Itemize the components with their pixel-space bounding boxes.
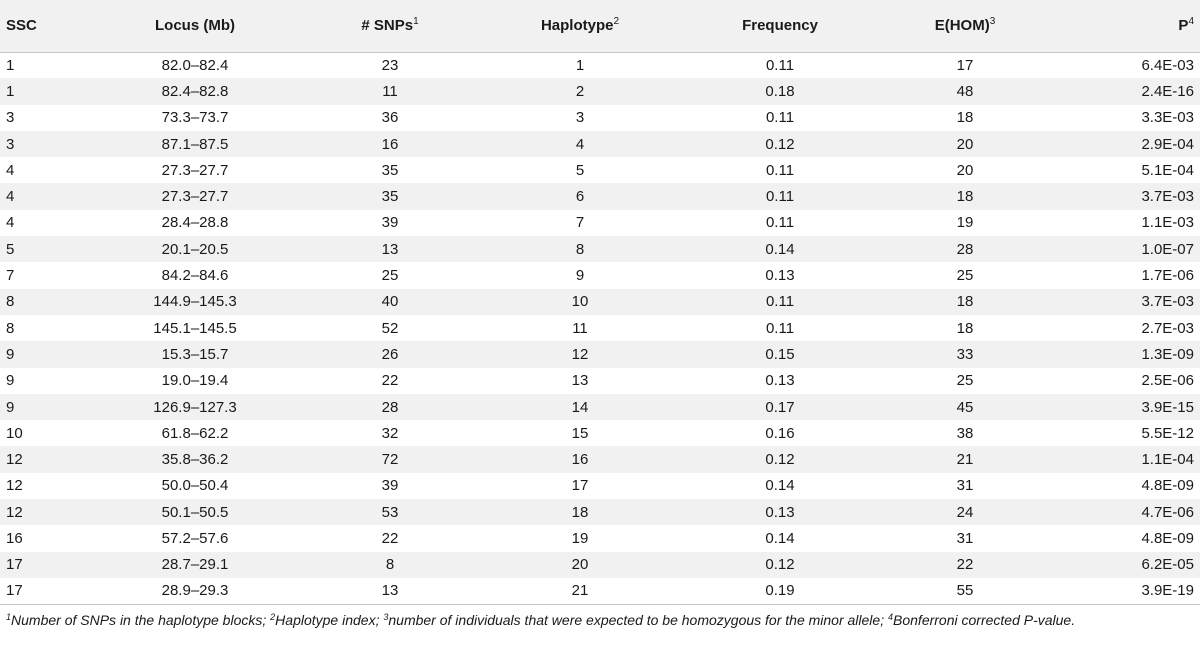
header-snps: # SNPs$^1$: [300, 0, 480, 52]
cell-snps: 40: [381, 293, 399, 311]
table-row: [0, 236, 1200, 262]
header-haplotype: Haplotype$^2$: [480, 0, 680, 52]
cell-locus: 87.1–87.5: [161, 135, 229, 153]
cell-ssc: 1: [6, 82, 15, 100]
cell-frequency: 0.15: [765, 345, 795, 363]
cell-frequency: 0.18: [765, 82, 795, 100]
cell-p: 3.7E-03: [1141, 188, 1194, 206]
cell-frequency: 0.19: [680, 578, 880, 604]
cell-frequency: 0.11: [765, 109, 795, 127]
cell-ssc: 17: [0, 578, 90, 604]
cell-haplotype: 15: [571, 424, 589, 442]
footnote-text-3: number of individuals that were expected to be homozygous for the minor allele;: [388, 611, 888, 628]
cell-frequency: 0.11: [765, 188, 795, 206]
cell-ehom: 31: [956, 529, 974, 547]
cell-haplotype: 7: [575, 214, 585, 232]
cell-ehom: 18: [956, 293, 974, 311]
cell-haplotype: 8: [575, 240, 585, 258]
table-footnote: [0, 605, 1200, 630]
cell-snps: 52: [381, 319, 399, 337]
table-row: [0, 289, 1200, 315]
cell-ehom: 28: [956, 240, 974, 258]
cell-frequency: 0.11: [765, 214, 795, 232]
cell-haplotype: 3: [575, 109, 585, 127]
table-row: [0, 499, 1200, 525]
cell-p: 6.2E-05: [1141, 556, 1194, 574]
cell-p: 1.1E-03: [1141, 214, 1194, 232]
table-row: [0, 105, 1200, 131]
cell-haplotype: 4: [575, 135, 585, 153]
footnote-text-2: Haplotype index;: [275, 611, 384, 628]
footnote-mark-1: 1: [6, 611, 12, 622]
cell-locus: 28.7–29.1: [161, 556, 229, 574]
table-row: [0, 420, 1200, 446]
cell-frequency: 0.13: [765, 503, 795, 521]
cell-frequency: 0.12: [765, 556, 795, 574]
cell-p: 4.7E-06: [1141, 503, 1194, 521]
cell-haplotype: 19: [571, 529, 589, 547]
cell-haplotype: 20: [571, 556, 589, 574]
header-ehom: E(HOM)$^3$: [880, 0, 1050, 52]
cell-ssc: 3: [6, 109, 15, 127]
cell-ssc: 4: [6, 161, 15, 179]
cell-snps: 35: [381, 188, 399, 206]
cell-locus: 50.0–50.4: [161, 477, 229, 495]
cell-p: 3.9E-15: [1141, 398, 1194, 416]
cell-frequency: 0.14: [765, 240, 795, 258]
cell-frequency: 0.12: [765, 135, 795, 153]
footnote-text-4: Bonferroni corrected P-value.: [893, 611, 1076, 628]
cell-locus: 50.1–50.5: [161, 503, 229, 521]
cell-locus: 84.2–84.6: [161, 267, 229, 285]
cell-ssc: 4: [6, 188, 15, 206]
header-frequency: Frequency: [680, 0, 880, 52]
table-row: [0, 525, 1200, 551]
cell-ssc: 5: [6, 240, 15, 258]
table-row: [0, 210, 1200, 236]
cell-p: 6.4E-03: [1141, 56, 1194, 74]
cell-haplotype: 2: [575, 82, 585, 100]
cell-haplotype: 1: [575, 56, 585, 74]
cell-snps: 35: [381, 161, 399, 179]
cell-ehom: 25: [956, 267, 974, 285]
cell-frequency: 0.13: [765, 267, 795, 285]
table-body: [0, 52, 1200, 604]
cell-ssc: 12: [6, 451, 23, 469]
cell-haplotype: 11: [572, 319, 588, 337]
table-row: [0, 446, 1200, 472]
cell-p: 1.3E-09: [1141, 345, 1194, 363]
cell-locus: 28.9–29.3: [90, 578, 300, 604]
cell-p: 2.5E-06: [1141, 372, 1194, 390]
footnote-text-1: Number of SNPs in the haplotype blocks;: [11, 611, 271, 628]
cell-p: 1.7E-06: [1141, 267, 1194, 285]
cell-ssc: 1: [6, 56, 15, 74]
cell-p: 2.7E-03: [1141, 319, 1194, 337]
cell-ehom: 25: [956, 372, 974, 390]
cell-ssc: 9: [6, 372, 15, 390]
cell-frequency: 0.11: [765, 293, 795, 311]
cell-ehom: 18: [956, 109, 974, 127]
cell-haplotype: 16: [571, 451, 589, 469]
cell-ehom: 31: [956, 477, 974, 495]
cell-frequency: 0.11: [765, 56, 795, 74]
cell-ehom: 21: [956, 451, 974, 469]
table-row: [0, 552, 1200, 578]
cell-ssc: 9: [6, 345, 15, 363]
cell-snps: 36: [381, 109, 399, 127]
cell-ehom: 24: [956, 503, 974, 521]
cell-locus: 126.9–127.3: [153, 398, 237, 416]
footnote-ref-4: 4: [1188, 16, 1194, 28]
cell-ehom: 55: [880, 578, 1050, 604]
cell-p: 3.7E-03: [1141, 293, 1194, 311]
cell-snps: 39: [381, 214, 399, 232]
cell-ssc: 4: [6, 214, 15, 232]
cell-p: 2.4E-16: [1141, 82, 1194, 100]
header-row: [0, 0, 1200, 52]
cell-frequency: 0.16: [765, 424, 795, 442]
cell-ehom: 38: [956, 424, 974, 442]
cell-ssc: 9: [6, 398, 15, 416]
cell-snps: 13: [381, 240, 399, 258]
cell-snps: 13: [300, 578, 480, 604]
cell-ehom: 22: [956, 556, 974, 574]
cell-frequency: 0.14: [765, 529, 795, 547]
cell-ssc: 12: [6, 477, 23, 495]
cell-haplotype: 17: [571, 477, 589, 495]
cell-p: 2.9E-04: [1141, 135, 1194, 153]
cell-ehom: 20: [956, 135, 974, 153]
cell-snps: 28: [381, 398, 399, 416]
cell-snps: 25: [381, 267, 399, 285]
table-row: [0, 262, 1200, 288]
cell-haplotype: 10: [571, 293, 589, 311]
cell-frequency: 0.12: [765, 451, 795, 469]
cell-haplotype: 5: [575, 161, 585, 179]
cell-locus: 61.8–62.2: [161, 424, 229, 442]
cell-locus: 35.8–36.2: [161, 451, 229, 469]
cell-p: 4.8E-09: [1141, 529, 1194, 547]
cell-p: 4.8E-09: [1141, 477, 1194, 495]
cell-ehom: 19: [956, 214, 974, 232]
cell-ssc: 10: [6, 424, 23, 442]
cell-locus: 73.3–73.7: [161, 109, 229, 127]
cell-ssc: 12: [6, 503, 23, 521]
table-row: [0, 78, 1200, 104]
cell-p: 1.1E-04: [1141, 451, 1194, 469]
cell-ssc: 3: [6, 135, 15, 153]
cell-haplotype: 21: [480, 578, 680, 604]
cell-frequency: 0.17: [765, 398, 795, 416]
cell-p: 5.5E-12: [1141, 424, 1194, 442]
cell-locus: 82.0–82.4: [161, 56, 229, 74]
header-locus: Locus (Mb): [90, 0, 300, 52]
cell-ehom: 33: [956, 345, 974, 363]
cell-ssc: 8: [6, 293, 15, 311]
cell-locus: 19.0–19.4: [161, 372, 229, 390]
cell-ehom: 45: [956, 398, 974, 416]
table-row: [0, 473, 1200, 499]
table-row: [0, 578, 1200, 604]
table-row: [0, 315, 1200, 341]
cell-frequency: 0.13: [765, 372, 795, 390]
cell-locus: 145.1–145.5: [153, 319, 237, 337]
footnote-ref-1: 1: [413, 16, 419, 28]
cell-snps: 32: [381, 424, 399, 442]
cell-snps: 72: [381, 451, 399, 469]
table-row: [0, 131, 1200, 157]
table-row: [0, 157, 1200, 183]
table-row: [0, 394, 1200, 420]
table-row: [0, 183, 1200, 209]
cell-haplotype: 6: [575, 188, 585, 206]
cell-haplotype: 12: [571, 345, 589, 363]
header-p: $P^4$: [1050, 0, 1200, 52]
cell-ehom: 18: [956, 319, 974, 337]
header-ssc: SSC: [0, 0, 90, 52]
cell-p: 3.9E-19: [1050, 578, 1200, 604]
footnote-mark-4: 4: [888, 611, 894, 622]
cell-snps: 11: [382, 82, 398, 100]
cell-locus: 28.4–28.8: [161, 214, 229, 232]
table-row: [0, 341, 1200, 367]
cell-snps: 39: [381, 477, 399, 495]
cell-ssc: 7: [6, 267, 15, 285]
footnote-ref-3: 3: [989, 16, 996, 28]
cell-haplotype: 9: [575, 267, 585, 285]
cell-snps: 23: [381, 56, 399, 74]
footnote-mark-3: 3: [383, 611, 389, 622]
table-header: [0, 0, 1200, 52]
cell-snps: 26: [381, 345, 399, 363]
cell-locus: 82.4–82.8: [161, 82, 229, 100]
cell-locus: 27.3–27.7: [161, 188, 229, 206]
cell-ssc: 16: [6, 529, 23, 547]
cell-locus: 144.9–145.3: [153, 293, 237, 311]
footnote-ref-2: 2: [613, 16, 620, 28]
cell-locus: 20.1–20.5: [161, 240, 229, 258]
cell-locus: 27.3–27.7: [161, 161, 229, 179]
cell-ehom: 18: [956, 188, 974, 206]
cell-frequency: 0.14: [765, 477, 795, 495]
cell-frequency: 0.11: [765, 161, 795, 179]
table-row: [0, 368, 1200, 394]
cell-snps: 8: [385, 556, 395, 574]
cell-snps: 16: [381, 135, 399, 153]
cell-snps: 22: [381, 372, 399, 390]
table-row: [0, 52, 1200, 78]
cell-snps: 22: [381, 529, 399, 547]
cell-locus: 57.2–57.6: [161, 529, 229, 547]
cell-snps: 53: [381, 503, 399, 521]
cell-ssc: 8: [6, 319, 15, 337]
cell-haplotype: 14: [571, 398, 589, 416]
cell-ehom: 17: [956, 56, 974, 74]
cell-ehom: 20: [956, 161, 974, 179]
cell-ehom: 48: [956, 82, 974, 100]
cell-locus: 15.3–15.7: [161, 345, 229, 363]
footnote-mark-2: 2: [270, 611, 276, 622]
cell-ssc: 17: [6, 556, 23, 574]
cell-p: 5.1E-04: [1141, 161, 1194, 179]
cell-haplotype: 18: [571, 503, 589, 521]
cell-haplotype: 13: [571, 372, 589, 390]
cell-p: 1.0E-07: [1141, 240, 1194, 258]
cell-p: 3.3E-03: [1141, 109, 1194, 127]
cell-frequency: 0.11: [765, 319, 795, 337]
